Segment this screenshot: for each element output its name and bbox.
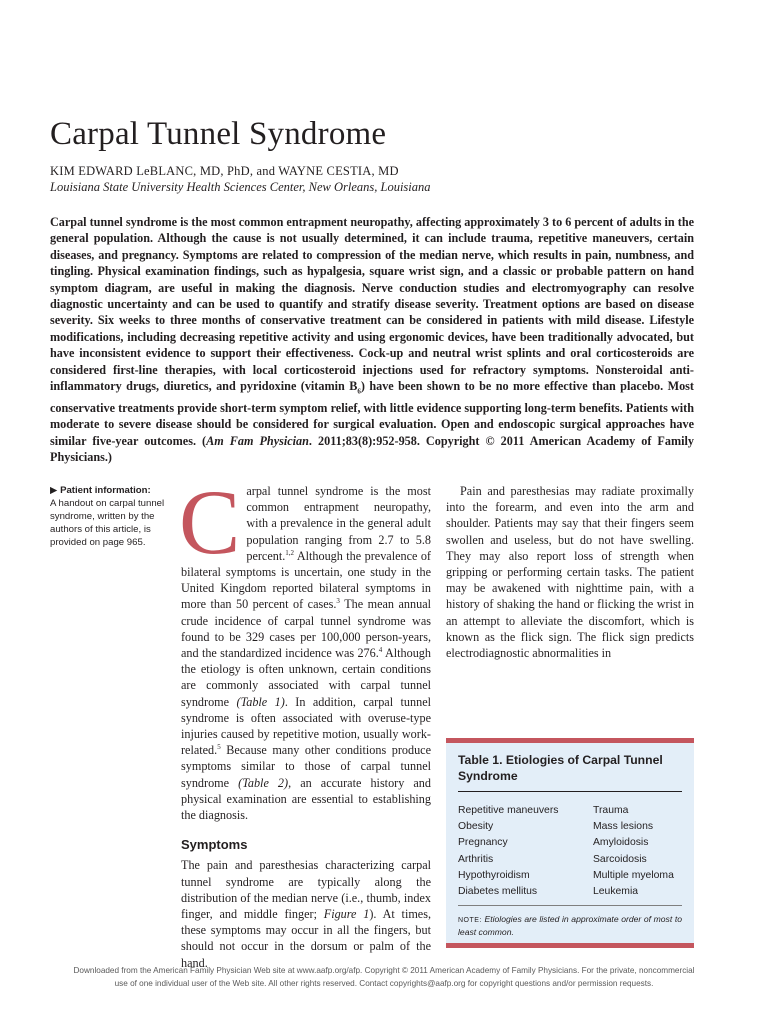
- table1-note-text: Etiologies are listed in approximate order of most to least common.: [458, 914, 682, 937]
- intro-text-b: Although the prevalence of bilateral symptoms is uncertain, one study in the United Kingdom reported bilateral symptoms in more than 50 percent of cases.: [181, 548, 431, 612]
- article-affiliation: Louisiana State University Health Sciences Center, New Orleans, Louisiana: [50, 180, 431, 194]
- vitamin-subscript: 6: [357, 387, 361, 396]
- patient-info-heading: Patient information:: [60, 485, 151, 496]
- table1-column-2: [593, 803, 674, 900]
- play-arrow-icon: ▶: [50, 485, 58, 496]
- table1-cell: Hypothyroidism: [458, 869, 530, 881]
- intro-text-f: Because many other conditions produce symptoms similar to those of carpal tunnel syndrome: [181, 743, 431, 790]
- ref-3[interactable]: 3: [336, 597, 340, 606]
- table1-cell: Repetitive maneuvers: [458, 805, 559, 816]
- table2-link[interactable]: (Table 2): [238, 775, 289, 790]
- footer-line-2: use of one individual user of the Web site. All other rights reserved. Contact copyrights@aafp.org for copyright questions and/or permission requests.: [114, 979, 654, 988]
- table1-column-1: [458, 803, 559, 900]
- symptoms-text-b: ). At times, these symptoms may occur in all the fingers, but should not occur in the dorsum or palm of the hand.: [181, 907, 432, 970]
- symptoms-heading: Symptoms: [181, 837, 248, 853]
- table1-note-divider: [458, 905, 682, 906]
- abstract: [50, 214, 694, 466]
- citation-details: . 2011;83(8):952-958. Copyright © 2011 American Academy of Family Physicians.): [50, 433, 694, 465]
- symptoms-text-a: The pain and paresthesias characterizing carpal tunnel syndrome are typically along the distribution of the median nerve (i.e., thumb, index finger, and middle finger;: [181, 858, 431, 922]
- ref-5[interactable]: 5: [217, 743, 221, 752]
- article-title: Carpal Tunnel Syndrome: [50, 116, 387, 152]
- intro-text-c: The mean annual crude incidence of carpal tunnel syndrome was found to be 329 cases per 100,000 person-years, and the standardized incidence was 276.: [181, 597, 431, 661]
- table1-cell: Arthritis: [458, 853, 494, 865]
- footer-line-1: Downloaded from the American Family Physician Web site at www.aafp.org/afp. Copyright © 2011 American Academy of Family Physicians. For the private, noncommercial: [73, 966, 695, 975]
- body-column-1: [179, 471, 432, 971]
- table1-divider: [458, 791, 682, 792]
- table1-cell: Obesity: [458, 821, 494, 833]
- intro-text-a: arpal tunnel syndrome is the most common entrapment neuropathy, with a prevalence in the general adult population ranging from 2.7 to 5.8 percent.: [246, 484, 431, 563]
- drop-cap: C: [179, 471, 241, 573]
- copyright-footer: [30, 964, 738, 990]
- table1-cell: Multiple myeloma: [593, 869, 674, 881]
- table1-cell: Sarcoidosis: [593, 853, 647, 865]
- abstract-text-1: Carpal tunnel syndrome is the most common entrapment neuropathy, affecting approximately 3 to 6 percent of adults in the general population. Although the cause is not usually determined, it can include trauma, repetitive maneuvers, certain diseases, and pregnancy. Symptoms are related to compression of the median nerve, which results in pain, numbness, and tingling. Physical examination findings, such as hypalgesia, square wrist sign, and a classic or probable pattern on hand symptom diagram, are useful in making the diagnosis. Nerve conduction studies and electromyography can resolve diagnostic uncertainty and can be used to quantify and stratify disease severity. Treatment options are based on disease severity. Six weeks to three months of conservative treatment can be considered in patients with mild disease. Lifestyle modifications, including decreasing repetitive activity and using ergonomic devices, have been traditionally advocated, but have inconsistent evidence to support their effectiveness. Cock-up and neutral wrist splints and oral corticosteroids are considered first-line therapies, with local corticosteroid injections used for refractory symptoms. Nonsteroidal anti-inflammatory drugs, diuretics, and pyridoxine (vitamin B: [50, 215, 695, 394]
- figure1-link[interactable]: Figure 1: [323, 907, 370, 922]
- table1-title: Table 1. Etiologies of Carpal Tunnel Syndrome: [458, 753, 663, 783]
- table1-cell: Amyloidosis: [593, 837, 649, 849]
- table1-note-label: NOTE:: [458, 917, 482, 924]
- citation-journal: Am Fam Physician: [206, 433, 309, 448]
- patient-info-text: A handout on carpal tunnel syndrome, written by the authors of this article, is provided on page 965.: [50, 498, 165, 548]
- table1-cell: Diabetes mellitus: [458, 886, 538, 898]
- radiation-paragraph: Pain and paresthesias may radiate proximally into the forearm, and even into the arm and shoulder. Patients may say that their fingers seem swollen and useless, but do not have swelling. They may also report loss of strength when gripping or performing certain tasks. The patient may be awakened with nighttime pain, with a history of shaking the hand or flicking the wrist in an attempt to alleviate the discomfort, which is known as the flick sign. The flick sign predicts electrodiagnostic abnormalities in: [446, 484, 694, 661]
- intro-text-g: , an accurate history and physical examination are essential to establishing the diagnosis.: [181, 775, 431, 823]
- body-column-2: [446, 483, 694, 661]
- table1-cell: Mass lesions: [593, 821, 654, 833]
- patient-info-sidebar: [50, 484, 170, 549]
- table-1: [446, 738, 694, 948]
- abstract-text-2: ) have been shown to be no more effective than placebo. Most conservative treatments provide short-term symptom relief, with little evidence supporting long-term benefits. Patients with moderate to severe disease should be considered for surgical evaluation. Open and endoscopic surgical approaches have similar five-year outcomes. (: [50, 379, 694, 448]
- table1-cell: Pregnancy: [458, 837, 508, 849]
- table1-cell: Leukemia: [593, 886, 639, 898]
- table1-link[interactable]: (Table 1): [236, 694, 285, 709]
- table1-cell: Trauma: [593, 805, 629, 816]
- table1-note: [458, 914, 682, 938]
- article-authors: KIM EDWARD LeBLANC, MD, PhD, and WAYNE CESTIA, MD: [50, 164, 399, 178]
- intro-text-d: Although the etiology is often unknown, certain conditions are commonly associated with carpal tunnel syndrome: [181, 646, 431, 709]
- ref-4[interactable]: 4: [378, 646, 383, 655]
- intro-text-e: . In addition, carpal tunnel syndrome is often associated with overuse-type injuries caused by repetitive motion, usually work-related.: [181, 694, 431, 758]
- ref-1-2[interactable]: 1,2: [285, 548, 295, 557]
